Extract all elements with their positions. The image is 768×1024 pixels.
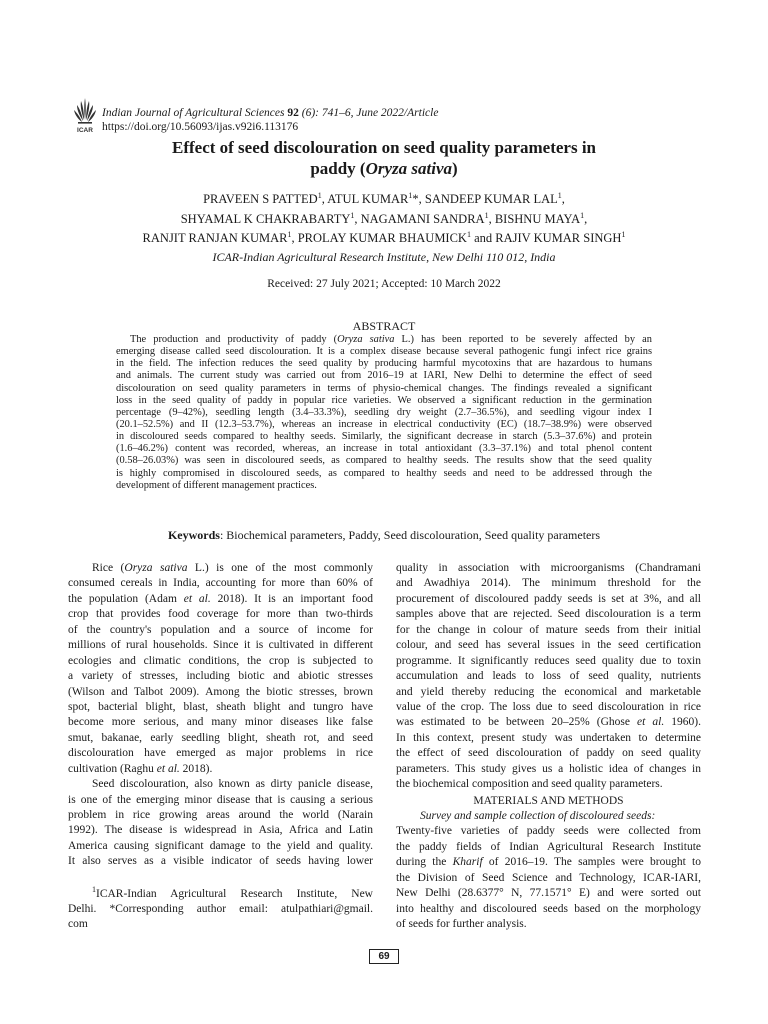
body-line: the population (Adam et al. 2018). It is an important food <box>68 592 373 605</box>
abstract-line: (1.6–46.2%) content was recorded, whereas, an increase in total antioxidant (3.3–37.1%) and total phenol content <box>116 443 652 455</box>
author-name: RANJIT RANJAN KUMAR <box>142 231 288 246</box>
body-line: New Delhi (28.6377° N, 77.1571° E) and were sorted out <box>396 887 701 900</box>
body-line: during the Kharif of 2016–19. The samples were brought to <box>396 856 701 869</box>
footnote <box>68 882 373 932</box>
body-line: and yield thereby reducing the economical and marketable <box>396 685 701 698</box>
abstract-line: (0.58–26.03%) was seen in discoloured seeds, as compared to healthy seeds. The results show that the seed quality <box>116 455 652 467</box>
body-line: America causing significant damage to the yield and quality. <box>68 839 373 852</box>
author-name: RAJIV KUMAR SINGH <box>495 231 622 246</box>
title-line-1: Effect of seed discolouration on seed quality parameters in <box>171 138 597 157</box>
abstract-line: development of different management practices. <box>116 479 317 491</box>
abstract-line: The production and productivity of paddy (Oryza sativa L.) has been reported to be severely affected by an <box>130 334 652 345</box>
body-line: of the country's population and a source of income for <box>68 623 373 636</box>
subsection-title: Survey and sample collection of discoloured seeds: <box>420 810 656 822</box>
article-title <box>100 137 668 179</box>
keywords-text: : Biochemical parameters, Paddy, Seed discolouration, Seed quality parameters <box>219 528 601 542</box>
abstract-line: (20.1–52.5%) and II (12.3–53.7%), whereas an increase in electrical conductivity (EC) (18.7–38.9%) were observed <box>116 418 652 430</box>
journal-volume: 92 <box>287 107 299 119</box>
body-line: smut, bakanae, early seedling blight, sheath rot, and seed <box>68 731 373 744</box>
author-line-2: SHYAMAL K CHAKRABARTY$^1$, NAGAMANI SANDRA$^1$, BISHNU MAYA$^1$, <box>180 210 588 226</box>
author-affiliation-marker: 1 <box>557 191 562 200</box>
body-line: programme. It significantly reduces seed quality due to toxin <box>396 654 701 667</box>
body-line: the paddy fields of Indian Agricultural Research Institute <box>396 840 701 853</box>
body-line: a variety of stresses, including biotic and abiotic stresses <box>68 670 373 683</box>
author-affiliation-marker: 1 <box>484 210 489 220</box>
body-line: the effect of seed discolouration of paddy on seed quality <box>396 747 701 760</box>
body-line: for the change in colour of mature seeds from their initial <box>396 623 701 636</box>
footnote-line: Delhi. *Corresponding author email: atulpathiari@gmail. <box>68 903 373 916</box>
body-line: and Awadhiya 2014). The minimum threshold for the <box>396 577 701 590</box>
right-column <box>396 561 701 933</box>
logo-text: ICAR <box>77 127 93 134</box>
author-name: NAGAMANI SANDRA <box>360 211 485 226</box>
author-affiliation-marker: 1 <box>466 230 471 240</box>
body-line: Rice (Oryza sativa L.) is one of the most commonly <box>92 562 373 574</box>
author-name: ATUL KUMAR <box>327 192 409 207</box>
author-affiliation-marker: 1 <box>408 191 413 200</box>
page-number: 69 <box>369 949 399 964</box>
author-affiliation-marker: 1 <box>317 191 322 200</box>
body-line: procurement of discoloured paddy seeds is set at 3%, and all <box>396 592 701 605</box>
left-column <box>68 561 373 870</box>
abstract-line: percentage (9–42%), seedling length (3.4–33.3%), seedling dry weight (2.7–36.5%), and seedling vigour index I <box>116 406 652 418</box>
body-line: into healthy and discoloured seeds based on the morphology <box>396 902 701 915</box>
body-line: was estimated to be between 20–25% (Ghose et al. 1960). <box>396 716 701 729</box>
body-line: Seed discolouration, also known as dirty panicle disease, <box>92 778 373 791</box>
body-line: parameters. This study gives us a holistic idea of changes in <box>396 762 701 775</box>
body-line: (Wilson and Talbot 2009). Among the biotic stresses, brown <box>68 685 373 698</box>
icar-logo <box>70 94 100 136</box>
author-name: PROLAY KUMAR BHAUMICK <box>297 231 467 246</box>
abstract-body <box>116 334 652 492</box>
abstract-line: and animals. The current study was carried out from 2016–19 at IARI, New Delhi to determine the effect of seed <box>116 370 652 382</box>
author-affiliation-marker: 1 <box>350 210 355 220</box>
body-line: ecologies and climatic conditions, the crop is subjected to <box>68 654 373 667</box>
author-affiliation-marker: 1 <box>621 230 626 240</box>
journal-issue: (6): 741–6, June 2022/Article <box>298 107 439 119</box>
journal-name: Indian Journal of Agricultural Sciences <box>102 107 285 119</box>
abstract-line: in the field. The infection reduces the seed quality by producing harmful mycotoxins that are hazardous to humans <box>116 358 652 370</box>
body-line: spot, bacterial blight, blast, sheath blight and tungro have <box>68 700 373 713</box>
body-line: millions of rural households. Since it is cultivated in different <box>68 639 373 652</box>
abstract-line: discolouration on seed quality parameters in terms of physio-chemical changes. The findings revealed a significant <box>116 382 652 394</box>
author-name: BISHNU MAYA <box>494 211 581 226</box>
author-list <box>60 188 708 247</box>
body-line: Twenty-five varieties of paddy seeds were collected from <box>396 825 701 838</box>
section-heading: MATERIALS AND METHODS <box>473 794 624 807</box>
author-line-1: PRAVEEN S PATTED$^1$, ATUL KUMAR$^1$*, SANDEEP KUMAR LAL$^1$, <box>203 191 565 207</box>
body-line: 1992). The disease is widespread in Asia, Africa and Latin <box>68 824 373 837</box>
author-affiliation-marker: 1 <box>287 230 292 240</box>
body-line: accumulation and leads to loss of seed quality, nutrients <box>396 670 701 683</box>
body-line: is one of the emerging minor disease that is causing a serious <box>68 793 373 806</box>
body-line: become more serious, and many minor diseases like false <box>68 716 373 729</box>
body-line: the biochemical composition and seed quality parameters. <box>396 778 663 791</box>
author-line-3: RANJIT RANJAN KUMAR$^1$, PROLAY KUMAR BHAUMICK$^1$ and RAJIV KUMAR SINGH$^1$ <box>142 230 626 246</box>
author-name: SHYAMAL K CHAKRABARTY <box>180 211 351 226</box>
title-line-2: paddy (Oryza sativa) <box>310 159 458 178</box>
body-line: consumed cereals in India, accounting for more than 60% of <box>68 577 373 590</box>
body-line: value of the crop. The loss due to seed discolouration in rice <box>396 700 701 713</box>
author-name: PRAVEEN S PATTED <box>203 192 318 207</box>
body-line: colour, and seed has several issues in the seed certification <box>396 639 701 652</box>
body-line: of seeds for further analysis. <box>396 918 527 931</box>
journal-doi[interactable]: https://doi.org/10.56093/ijas.v92i6.113176 <box>102 121 299 133</box>
body-line: quality in association with microorganisms (Chandramani <box>396 562 701 574</box>
abstract-line: emerging disease called seed discolouration. It is a complex disease because several pathogenic fungi infect rice grains <box>116 346 652 358</box>
journal-citation <box>102 107 438 120</box>
body-line: discolouration have emerged as major problems in rice <box>68 747 373 760</box>
keywords <box>60 528 708 543</box>
body-line: samples above that are rejected. Seed discolouration is a term <box>396 608 701 621</box>
body-line: In this context, present study was undertaken to determine <box>396 731 701 744</box>
body-line: crop that provides food coverage for more than two-thirds <box>68 608 373 621</box>
abstract-heading: ABSTRACT <box>352 319 416 333</box>
body-line: It also serves as a visible indicator of seeds having lower <box>68 855 373 868</box>
affiliation: ICAR-Indian Agricultural Research Institute, New Delhi 110 012, India <box>212 250 556 264</box>
body-line: cultivation (Raghu et al. 2018). <box>68 762 213 775</box>
footnote-line: com <box>68 918 88 931</box>
author-affiliation-marker: 1 <box>580 210 585 220</box>
abstract-line: loss in the seed quality of paddy in popular rice varieties. We observed a significant reduction in the germination <box>116 394 652 406</box>
body-line: problem in rice growing areas around the world (Narain <box>68 809 373 821</box>
body-line: the Division of Seed Science and Technology, ICAR-IARI, <box>396 871 701 884</box>
abstract-line: is highly compromised in discoloured seeds, as compared to healthy seeds and need to be addressed through the <box>116 467 652 479</box>
keywords-label: Keywords <box>167 528 220 542</box>
received-dates: Received: 27 July 2021; Accepted: 10 March 2022 <box>267 278 501 290</box>
footnote-line: $^1$ICAR-Indian Agricultural Research Institute, New <box>92 885 373 900</box>
author-name: SANDEEP KUMAR LAL <box>424 192 558 207</box>
abstract-line: in discoloured seeds compared to healthy seeds. Similarly, the significant decrease in starch (5.3–37.6%) and protein <box>116 431 652 443</box>
